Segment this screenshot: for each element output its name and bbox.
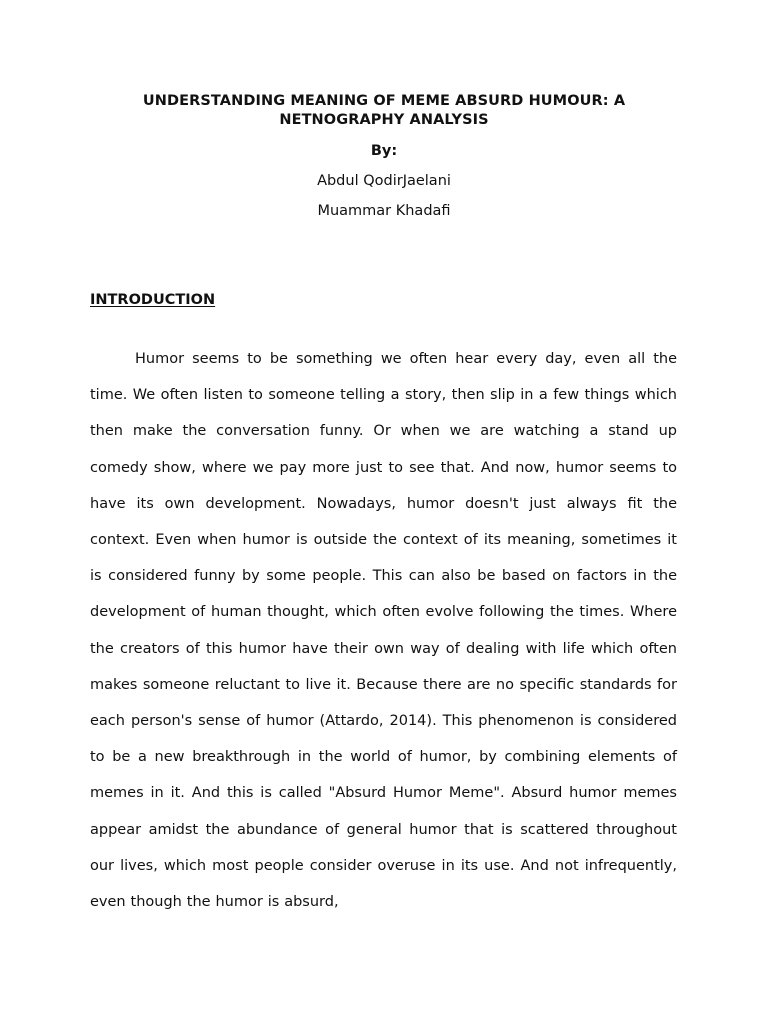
author-name: Muammar Khadafi <box>317 203 451 219</box>
section-heading-introduction: INTRODUCTION <box>90 292 216 308</box>
author-name: Abdul QodirJaelani <box>317 173 451 189</box>
paper-title: UNDERSTANDING MEANING OF MEME ABSURD HUMOUR: A NETNOGRAPHY ANALYSIS <box>142 93 626 128</box>
introduction-paragraph: Humor seems to be something we often hear every day, even all the time. We often listen to someone telling a story, then slip in a few things which then make the conversation funny. Or when we are watching a stand up comedy show, where we pay more just to see that. And now, humor seems to have its own development. Nowadays, humor doesn't just always fit the context. Even when humor is outside the context of its meaning, sometimes it is considered funny by some people. This can also be based on factors in the development of human thought, which often evolve following the times. Where the creators of this humor have their own way of dealing with life which often makes someone reluctant to live it. Because there are no specific standards for each person's sense of humor (Attardo, 2014). This phenomenon is considered to be a new breakthrough in the world of humor, by combining elements of memes in it. And this is called "Absurd Humor Meme". Absurd humor memes appear amidst the abundance of general humor that is scattered throughout our lives, which most people consider overuse in its use. And not infrequently, even though the humor is absurd, <box>90 351 677 911</box>
by-label: By: <box>370 143 398 159</box>
